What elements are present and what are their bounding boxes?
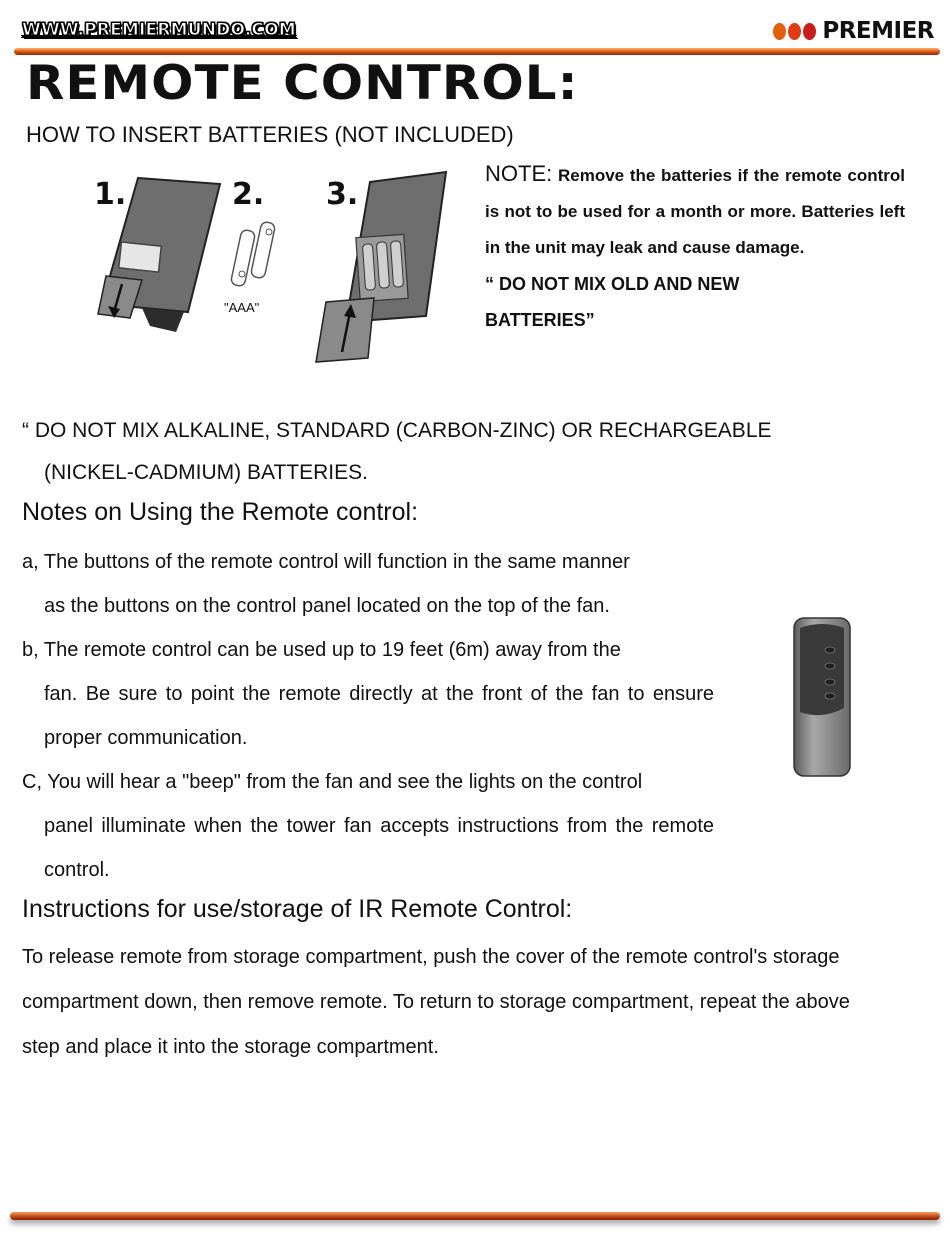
note-body: Remove the batteries if the remote control is not to be used for a month or more. Batteries left in the unit may leak and cause damage. bbox=[485, 166, 905, 257]
notes-heading: Notes on Using the Remote control: bbox=[22, 498, 419, 526]
step-1-label: 1. bbox=[94, 177, 127, 212]
mix-warning-line-2: BATTERIES” bbox=[485, 310, 595, 330]
battery-insertion-diagram bbox=[80, 166, 470, 366]
step-2-label: 2. bbox=[232, 177, 265, 212]
battery-heading: HOW TO INSERT BATTERIES (NOT INCLUDED) bbox=[26, 122, 514, 147]
storage-instructions: To release remote from storage compartment, push the cover of the remote control's storage compartment down, then remove remote. To return to storage compartment, repeat the above step and place it into the storage compartment. bbox=[22, 946, 850, 1058]
top-divider bbox=[14, 48, 940, 55]
aaa-batteries-icon bbox=[230, 221, 275, 287]
brand-logo bbox=[773, 17, 934, 45]
remote-control-image bbox=[790, 616, 854, 780]
alkaline-warning-line-2: (NICKEL-CADMIUM) BATTERIES. bbox=[44, 461, 368, 484]
list-item-continuation: panel illuminate when the tower fan accepts instructions from the remote control. bbox=[44, 815, 714, 881]
list-item: b, The remote control can be used up to 19 feet (6m) away from the bbox=[22, 639, 621, 661]
note-label: NOTE: bbox=[485, 161, 553, 186]
alkaline-warning bbox=[22, 410, 842, 494]
list-item-continuation: as the buttons on the control panel located on the top of the fan. bbox=[44, 595, 610, 617]
mix-warning-line-1: “ DO NOT MIX OLD AND NEW bbox=[485, 274, 740, 294]
battery-note bbox=[485, 156, 905, 338]
list-item-continuation: fan. Be sure to point the remote directly at the front of the fan to ensure proper communication. bbox=[44, 683, 714, 749]
alkaline-warning-line-1: “ DO NOT MIX ALKALINE, STANDARD (CARBON-ZINC) OR RECHARGEABLE bbox=[22, 419, 772, 442]
list-item: a, The buttons of the remote control will function in the same manner bbox=[22, 551, 630, 573]
storage-heading: Instructions for use/storage of IR Remote Control: bbox=[22, 895, 573, 923]
brand-name: PREMIER bbox=[822, 18, 934, 44]
battery-type-label: "AAA" bbox=[224, 300, 260, 315]
list-item: C, You will hear a "beep" from the fan and see the lights on the control bbox=[22, 771, 643, 793]
brand-dots-icon bbox=[773, 23, 818, 40]
page-title: REMOTE CONTROL: bbox=[26, 56, 579, 111]
step-3-label: 3. bbox=[326, 177, 359, 212]
notes-list bbox=[22, 540, 714, 892]
note-text bbox=[485, 156, 905, 266]
site-url[interactable]: WWW.PREMIERMUNDO.COM bbox=[22, 20, 296, 40]
bottom-divider bbox=[10, 1212, 940, 1220]
